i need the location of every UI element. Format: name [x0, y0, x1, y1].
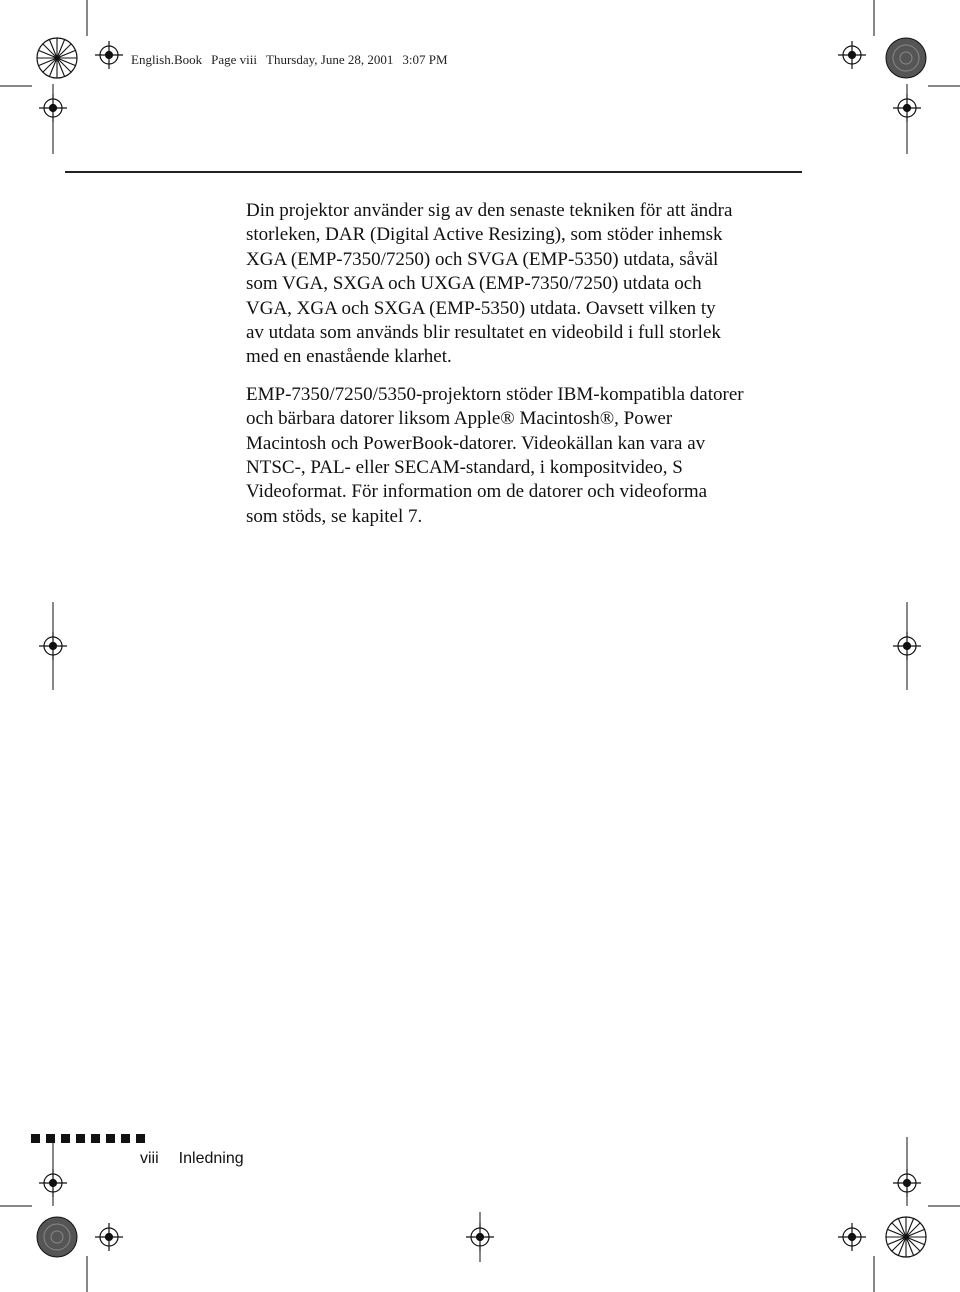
text-line: VGA, XGA och SXGA (EMP-5350) utdata. Oavsett vilken ty [246, 297, 716, 319]
header-rule [65, 171, 802, 173]
registration-disc-bottom-left [37, 1217, 77, 1257]
body-text [246, 199, 826, 542]
text-line: EMP-7350/7250/5350-projektorn stöder IBM-kompatibla datorer [246, 383, 744, 405]
square-bullet [61, 1134, 70, 1143]
section-title: Inledning [178, 1150, 244, 1167]
slug-date: Thursday, June 28, 2001 [266, 52, 394, 67]
text-line: Macintosh och PowerBook-datorer. Videokällan kan vara av [246, 432, 706, 454]
square-bullet [31, 1134, 40, 1143]
registration-disc-top-right [886, 38, 926, 78]
crosshair-top-left-inner [95, 41, 123, 69]
text-line: med en enastående klarhet. [246, 346, 452, 368]
text-line: Videoformat. För information om de datorer och videoforma [246, 481, 708, 503]
square-bullet [76, 1134, 85, 1143]
file-slug [131, 52, 457, 68]
square-bullet [106, 1134, 115, 1143]
page-number: viii [140, 1150, 159, 1167]
square-bullet [121, 1134, 130, 1143]
text-line: storleken, DAR (Digital Active Resizing), som stöder inhemsk [246, 224, 723, 246]
text-line: NTSC-, PAL- eller SECAM-standard, i kompositvideo, S [246, 457, 683, 479]
crosshair-bottom-left-inner [95, 1223, 123, 1251]
crosshair-top-right-inner [838, 41, 866, 69]
slug-book: English.Book [131, 52, 203, 67]
text-line: Din projektor använder sig av den senaste tekniken för att ändra [246, 200, 733, 221]
footer-square-bullets [31, 1130, 151, 1140]
text-line: av utdata som används blir resultatet en videobild i full storlek [246, 322, 721, 344]
slug-time: 3:07 PM [402, 52, 448, 67]
slug-page: Page viii [211, 52, 258, 67]
text-line: som stöds, se kapitel 7. [246, 505, 423, 527]
starburst-mark-top-left [37, 38, 77, 78]
square-bullet [91, 1134, 100, 1143]
text-line: som VGA, SXGA och UXGA (EMP-7350/7250) utdata och [246, 273, 702, 295]
page-footer [140, 1150, 244, 1168]
square-bullet [136, 1134, 145, 1143]
text-line: XGA (EMP-7350/7250) och SVGA (EMP-5350) utdata, såväl [246, 248, 719, 270]
text-line: och bärbara datorer liksom Apple® Macintosh®, Power [246, 408, 673, 430]
paragraph [246, 383, 826, 529]
starburst-mark-bottom-right [886, 1217, 926, 1257]
crosshair-bottom-right-inner [838, 1223, 866, 1251]
square-bullet [46, 1134, 55, 1143]
paragraph [246, 199, 826, 370]
